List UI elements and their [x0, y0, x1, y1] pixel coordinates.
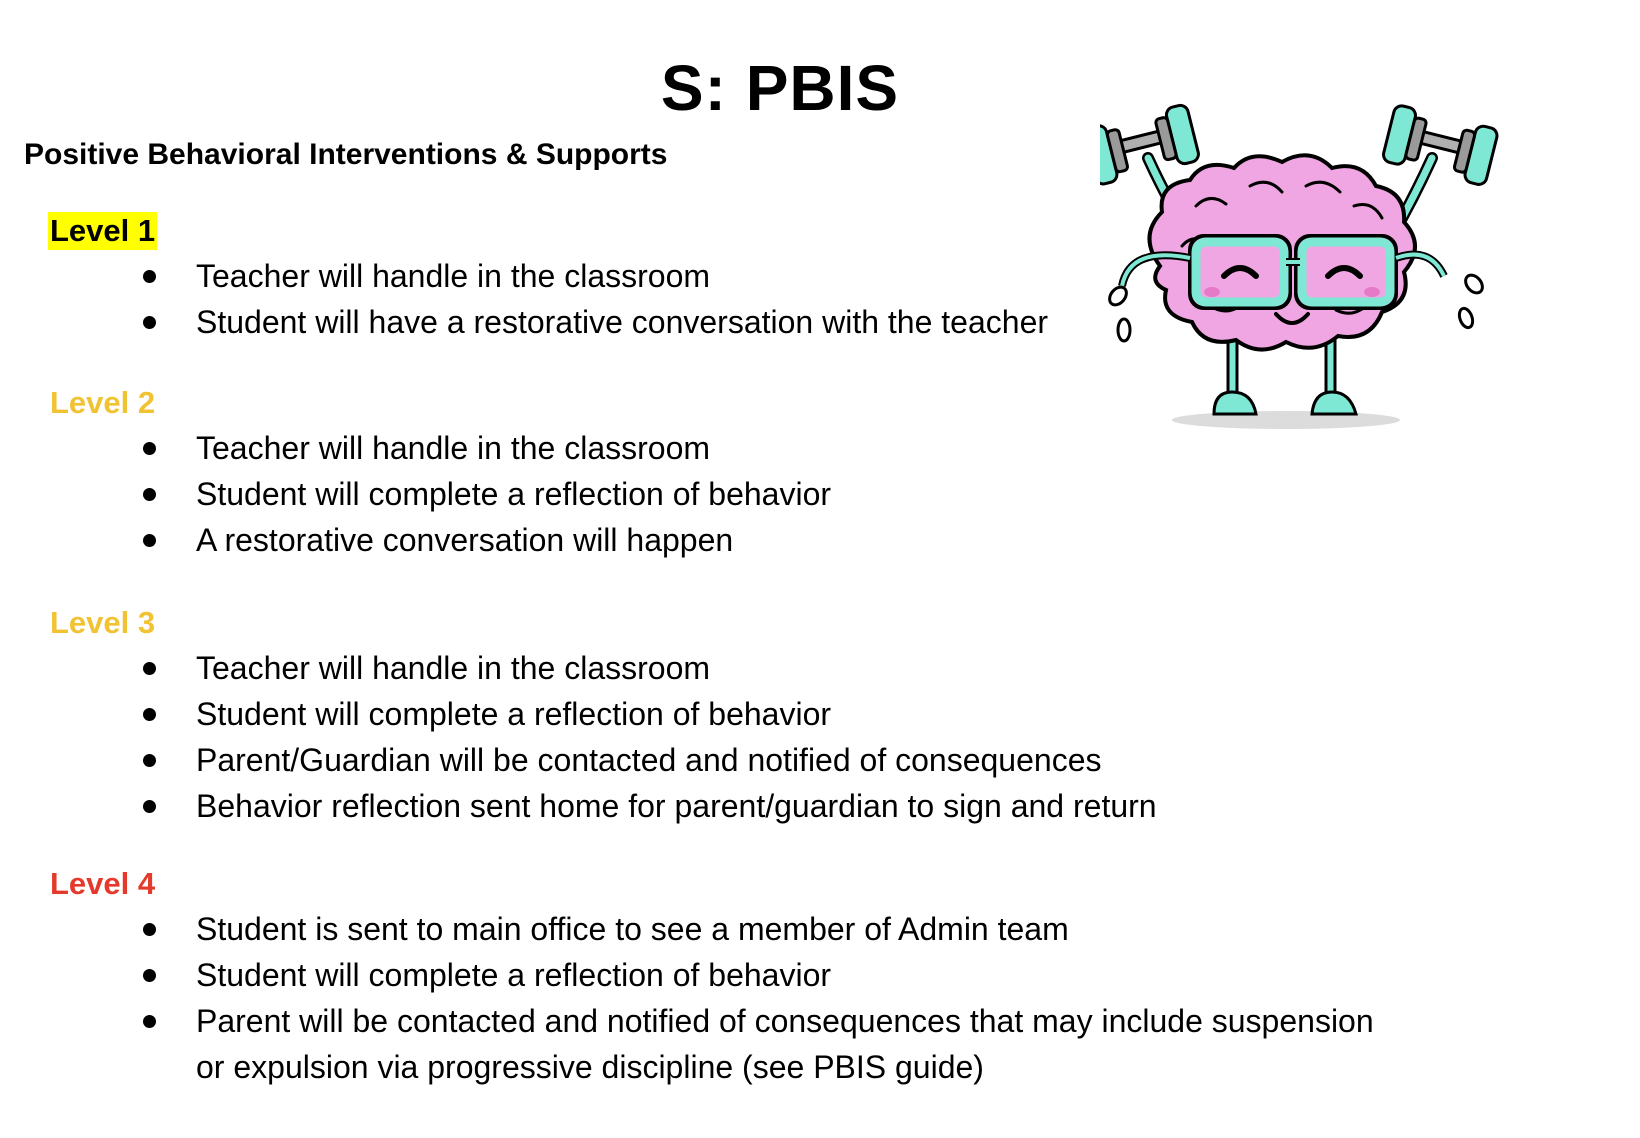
bullet-icon [143, 754, 156, 767]
list-item-text: A restorative conversation will happen [196, 522, 734, 558]
list-item-text: Student will have a restorative conversation with the teacher [196, 304, 1049, 340]
level-3-heading: Level 3 [50, 605, 156, 640]
bullet-icon [143, 923, 156, 936]
page-title: S: PBIS [660, 52, 900, 124]
bullet-icon [143, 800, 156, 813]
bullet-icon [143, 1015, 156, 1028]
brain-lifting-dumbbells-icon [1100, 96, 1600, 456]
bullet-icon [143, 662, 156, 675]
list-item-text: Student will complete a reflection of behavior [196, 476, 832, 512]
list-item-text: Parent/Guardian will be contacted and notified of consequences [196, 742, 1102, 778]
list-item [0, 737, 1376, 783]
list-item [0, 952, 1376, 998]
level-1-heading: Level 1 [50, 213, 156, 248]
list-item-text: Teacher will handle in the classroom [196, 650, 711, 686]
list-item [0, 783, 1376, 829]
list-item [0, 691, 1376, 737]
bullet-icon [143, 316, 156, 329]
list-item-text: Teacher will handle in the classroom [196, 430, 711, 466]
list-item-text: Behavior reflection sent home for parent/guardian to sign and return [196, 788, 1157, 824]
list-item-text: Teacher will handle in the classroom [196, 258, 711, 294]
list-item-text: Student will complete a reflection of behavior [196, 957, 832, 993]
level-4-list [0, 906, 1376, 1090]
page-subtitle: Positive Behavioral Interventions & Supports [24, 138, 668, 171]
level-4-heading: Level 4 [50, 866, 156, 901]
bullet-icon [143, 270, 156, 283]
list-item [0, 471, 1376, 517]
list-item-text: Student will complete a reflection of behavior [196, 696, 832, 732]
bullet-icon [143, 708, 156, 721]
level-3-list [0, 645, 1376, 829]
bullet-icon [143, 488, 156, 501]
list-item [0, 645, 1376, 691]
list-item-text: Parent will be contacted and notified of consequences that may include suspension or expulsion via progressive discipline (see PBIS guide) [196, 1003, 1374, 1085]
list-item [0, 998, 1376, 1090]
list-item [0, 906, 1376, 952]
bullet-icon [143, 442, 156, 455]
bullet-icon [143, 534, 156, 547]
list-item [0, 517, 1376, 563]
level-2-heading: Level 2 [50, 385, 156, 420]
bullet-icon [143, 969, 156, 982]
list-item-text: Student is sent to main office to see a member of Admin team [196, 911, 1069, 947]
